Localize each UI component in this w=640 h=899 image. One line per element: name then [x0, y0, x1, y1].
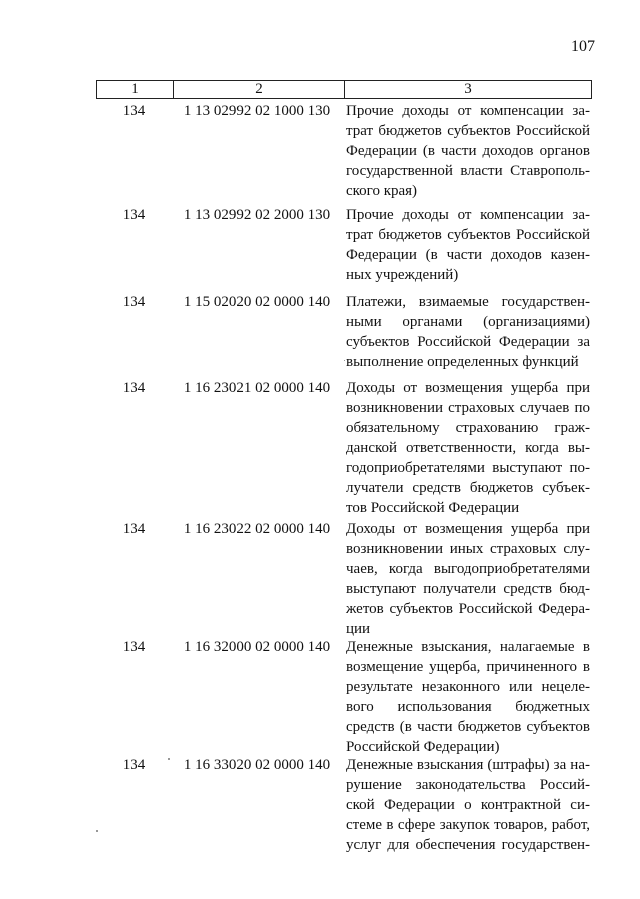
admin-code: 134: [122, 639, 146, 655]
description-line: возмещение ущерба, причиненного в: [346, 659, 590, 675]
description-line: возникновении иных страховых слу-: [346, 541, 590, 557]
description-line: услуг для обеспечения государствен-: [346, 837, 590, 853]
description-line: средств (в части бюджетов субъектов: [346, 719, 590, 735]
table-row: [96, 205, 592, 285]
description-line: трат бюджетов субъектов Российской: [346, 227, 590, 243]
description-line: возникновении страховых случаев по: [346, 400, 590, 416]
description-line: Российской Федерации): [346, 739, 500, 755]
description: [342, 292, 592, 372]
budget-code: 1 15 02020 02 0000 140: [183, 294, 331, 310]
description-line: рушение законодательства Россий-: [346, 777, 590, 793]
admin-code: 134: [122, 294, 146, 310]
page-number: 107: [571, 38, 595, 55]
table-row: [96, 378, 592, 518]
budget-code: 1 13 02992 02 1000 130: [183, 103, 331, 119]
description-line: тов Российской Федерации: [346, 500, 520, 516]
table-header: [96, 80, 592, 99]
admin-code: 134: [122, 103, 146, 119]
admin-code: 134: [122, 207, 146, 223]
budget-code: 1 16 33020 02 0000 140: [183, 757, 331, 773]
description-line: результате незаконного или нецеле-: [346, 679, 590, 695]
description-line: Денежные взыскания, налагаемые в: [346, 639, 590, 655]
description: [342, 637, 592, 757]
description-line: ных учреждений): [346, 267, 459, 283]
description-line: годоприобретателями выступают по-: [346, 460, 590, 476]
description-line: Федерации (в части доходов органов: [346, 143, 590, 159]
description-line: данской ответственности, когда вы-: [346, 440, 590, 456]
description-line: жетов субъектов Российской Федера-: [346, 601, 590, 617]
table-row: [96, 637, 592, 757]
description-line: вого использования бюджетных: [346, 699, 590, 715]
description: [342, 101, 592, 201]
admin-code: 134: [122, 521, 146, 537]
header-col-2: 2: [174, 81, 345, 98]
description-line: ского края): [346, 183, 418, 199]
table-row: [96, 519, 592, 639]
budget-code: 1 16 23022 02 0000 140: [183, 521, 331, 537]
description-line: государственной власти Ставрополь-: [346, 163, 590, 179]
description-line: чаев, когда выгодоприобретателями: [346, 561, 590, 577]
table-row: [96, 101, 592, 201]
scan-speck: [96, 830, 98, 832]
scan-speck: [344, 360, 345, 361]
header-col-3: 3: [464, 81, 472, 97]
scan-speck: [168, 758, 170, 760]
description: [342, 519, 592, 639]
description-line: трат бюджетов субъектов Российской: [346, 123, 590, 139]
budget-code: 1 16 23021 02 0000 140: [183, 380, 331, 396]
header-col-1: 1: [97, 81, 174, 98]
description-line: субъектов Российской Федерации за: [346, 334, 590, 350]
description-line: Доходы от возмещения ущерба при: [346, 380, 590, 396]
description-line: стеме в сфере закупок товаров, работ,: [346, 817, 590, 833]
description-line: выступают получатели средств бюд-: [346, 581, 590, 597]
description-line: Прочие доходы от компенсации за-: [346, 207, 590, 223]
description-line: ской Федерации о контрактной си-: [346, 797, 590, 813]
description-line: выполнение определенных функций: [346, 354, 579, 370]
description: [342, 755, 592, 855]
description-line: Федерации (в части доходов казен-: [346, 247, 590, 263]
budget-code: 1 13 02992 02 2000 130: [183, 207, 331, 223]
budget-code: 1 16 32000 02 0000 140: [183, 639, 331, 655]
description-line: ными органами (организациями): [346, 314, 590, 330]
table-row: [96, 755, 592, 855]
admin-code: 134: [122, 380, 146, 396]
description-line: обязательному страхованию граж-: [346, 420, 590, 436]
description-line: Доходы от возмещения ущерба при: [346, 521, 590, 537]
description: [342, 205, 592, 285]
description: [342, 378, 592, 518]
description-line: Денежные взыскания (штрафы) за на-: [346, 757, 590, 773]
description-line: лучатели средств бюджетов субъек-: [346, 480, 590, 496]
admin-code: 134: [122, 757, 146, 773]
description-line: Платежи, взимаемые государствен-: [346, 294, 590, 310]
description-line: ции: [346, 621, 371, 637]
description-line: Прочие доходы от компенсации за-: [346, 103, 590, 119]
